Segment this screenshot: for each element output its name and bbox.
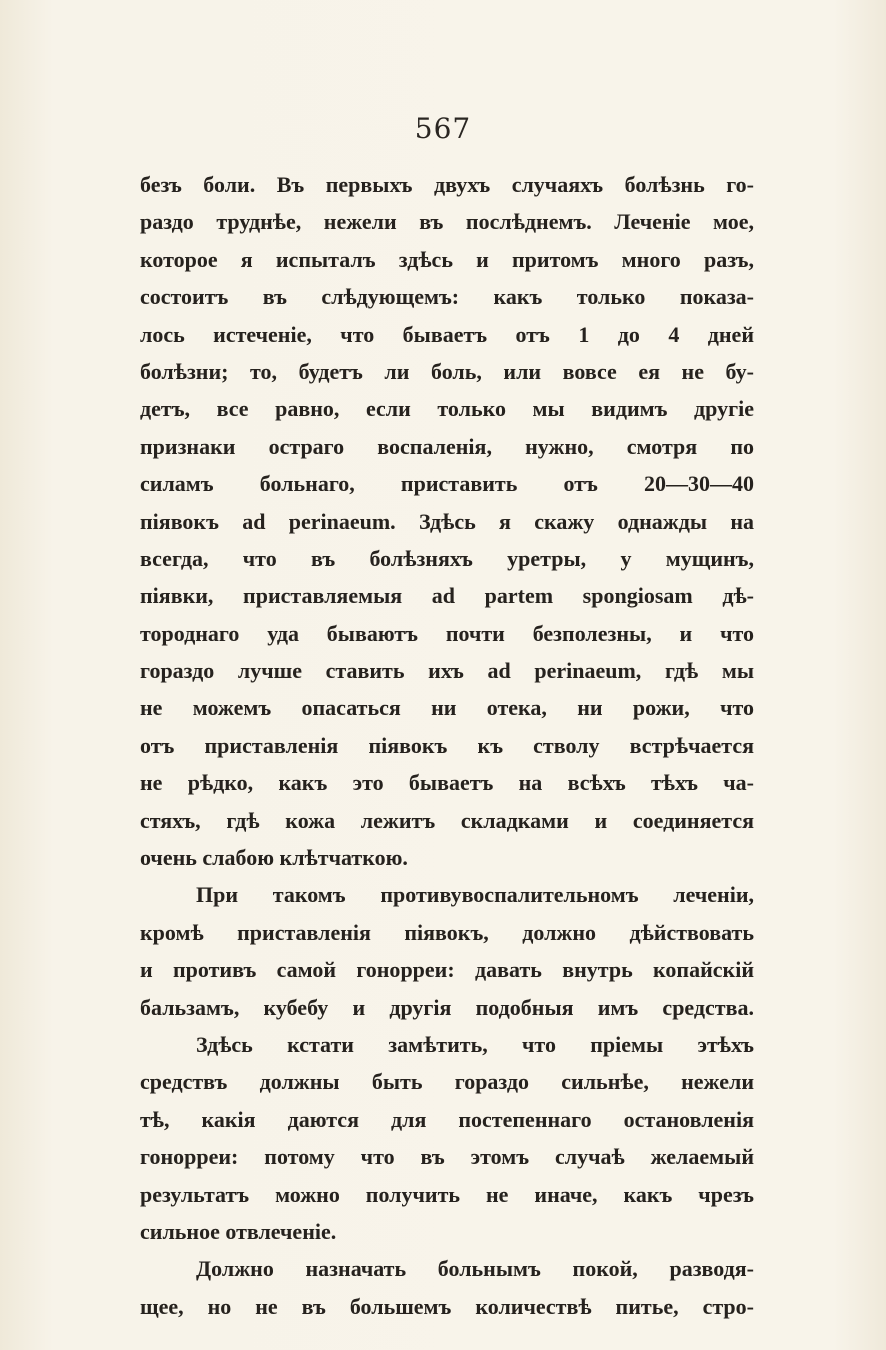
text-line: результатъ можно получить не иначе, какъ чрезъ [140,1181,754,1207]
text-line: которое я испыталъ здѣсь и притомъ много разъ, [140,246,754,272]
text-line: раздо труднѣе, нежели въ послѣднемъ. Леченіе мое, [140,209,754,235]
text-line: щее, но не въ большемъ количествѣ питье, стро- [140,1293,754,1319]
text-line: безъ боли. Въ первыхъ двухъ случаяхъ болѣзнь го- [140,172,754,197]
text-line: силамъ больнаго, приставить отъ 20—30—40 [140,471,754,497]
text-line: очень слабою клѣтчаткою. [140,845,408,871]
text-line: средствъ должны быть гораздо сильнѣе, нежели [140,1069,754,1095]
text-line: болѣзни; то, будетъ ли боль, или вовсе ея не бу- [140,358,754,384]
text-line: сильное отвлеченіе. [140,1218,337,1244]
text-line: піявокъ ad perinaeum. Здѣсь я скажу однажды на [140,508,754,534]
text-line: кромѣ приставленія піявокъ, должно дѣйствовать [140,919,754,945]
page-text [140,166,754,1325]
text-line: гонорреи: потому что въ этомъ случаѣ желаемый [140,1144,754,1170]
page-number: 567 [414,112,472,145]
text-line: стяхъ, гдѣ кожа лежитъ складками и соединяется [140,807,754,833]
text-line: всегда, что въ болѣзняхъ уретры, у мущинъ, [140,545,754,571]
text-line: не можемъ опасаться ни отека, ни рожи, что [140,695,754,721]
text-line: піявки, приставляемыя ad partem spongiosam дѣ- [140,583,754,609]
text-line: Здѣсь кстати замѣтить, что пріемы этѣхъ [196,1031,754,1057]
text-line: гораздо лучше ставить ихъ ad perinaeum, гдѣ мы [140,658,754,684]
text-line: Должно назначать больнымъ покой, разводя- [196,1256,754,1282]
text-line: лось истеченіе, что бываетъ отъ 1 до 4 дней [140,321,754,347]
text-line: бальзамъ, кубебу и другія подобныя имъ средства. [140,994,754,1020]
text-line: признаки остраго воспаленія, нужно, смотря по [140,433,754,459]
text-line: тороднаго уда бываютъ почти безполезны, и что [140,620,754,646]
text-line: не рѣдко, какъ это бываетъ на всѣхъ тѣхъ ча- [140,770,754,796]
text-line: состоитъ въ слѣдующемъ: какъ только показа- [140,284,754,310]
text-line: отъ приставленія піявокъ къ стволу встрѣчается [140,732,754,758]
text-line: При такомъ противувоспалительномъ леченіи, [196,882,754,908]
text-line: и противъ самой гонорреи: давать внутрь копайскій [140,957,754,983]
text-line: тѣ, какія даются для постепеннаго остановленія [140,1106,754,1132]
text-line: детъ, все равно, если только мы видимъ другіе [140,396,754,422]
